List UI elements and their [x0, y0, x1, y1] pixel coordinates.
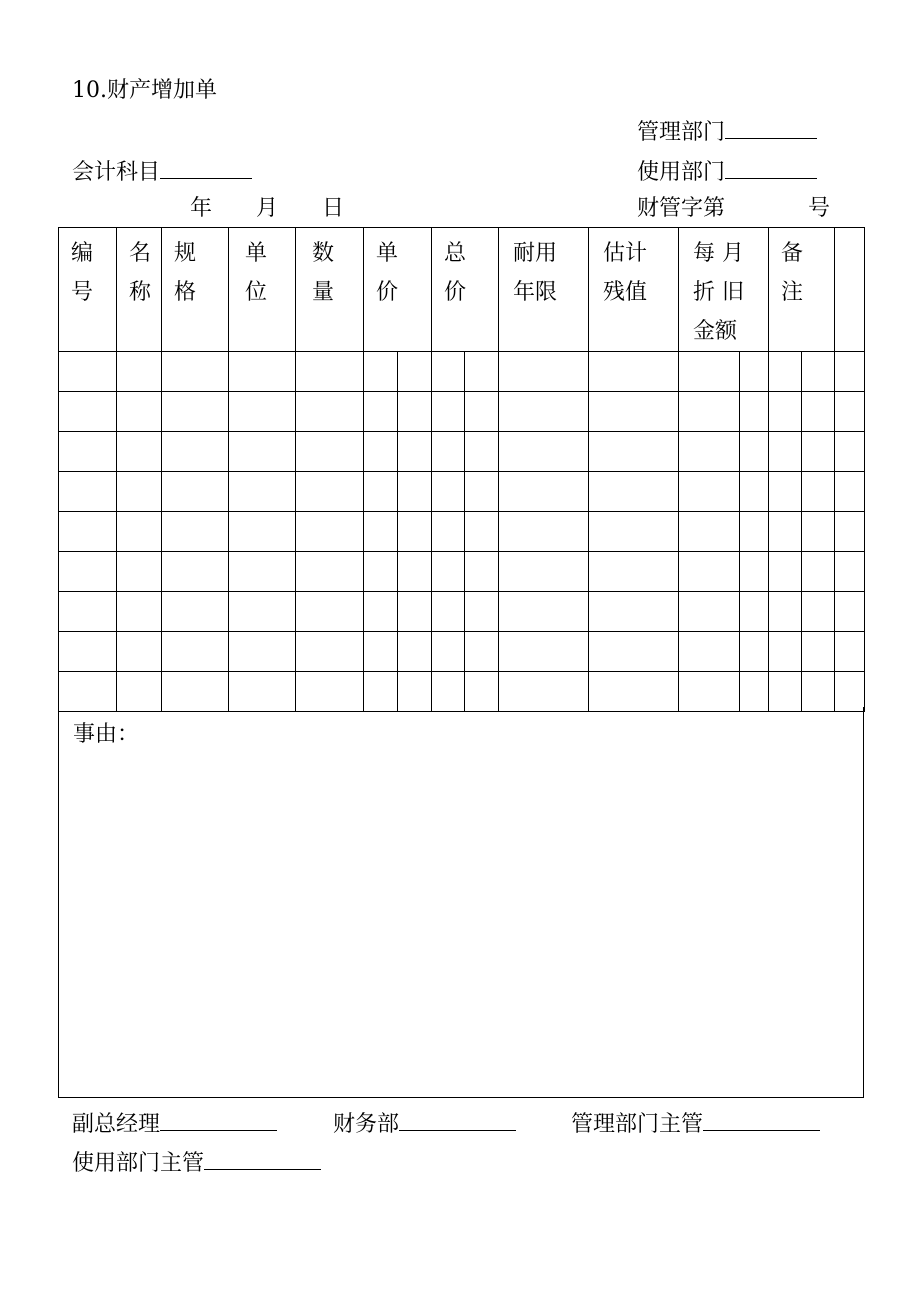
table-cell[interactable] — [769, 512, 802, 552]
table-cell[interactable] — [117, 392, 162, 432]
table-cell[interactable] — [117, 672, 162, 712]
table-cell[interactable] — [364, 432, 398, 472]
management-dept-blank[interactable] — [725, 116, 817, 139]
table-cell[interactable] — [59, 552, 117, 592]
form-title: 10.财产增加单 — [72, 78, 217, 103]
table-cell[interactable] — [769, 352, 802, 392]
table-cell[interactable] — [398, 392, 432, 432]
table-cell[interactable] — [59, 672, 117, 712]
table-cell[interactable] — [398, 352, 432, 392]
table-cell[interactable] — [679, 512, 740, 552]
table-row — [59, 672, 865, 712]
table-cell[interactable] — [229, 392, 296, 432]
col-header-unit: 单 位 — [229, 228, 296, 352]
table-cell[interactable] — [296, 472, 364, 512]
table-cell[interactable] — [802, 352, 835, 392]
table-cell[interactable] — [117, 352, 162, 392]
table-cell[interactable] — [162, 672, 229, 712]
table-cell[interactable] — [432, 552, 465, 592]
col-header-unit-price: 单 价 — [364, 228, 432, 352]
table-cell[interactable] — [117, 632, 162, 672]
table-cell[interactable] — [589, 472, 679, 512]
col-header-id: 编 号 — [59, 228, 117, 352]
table-cell[interactable] — [769, 392, 802, 432]
table-cell[interactable] — [296, 512, 364, 552]
table-cell[interactable] — [364, 632, 398, 672]
col-header-spec: 规 格 — [162, 228, 229, 352]
table-cell[interactable] — [465, 392, 499, 432]
table-cell[interactable] — [364, 472, 398, 512]
table-cell[interactable] — [296, 352, 364, 392]
table-cell[interactable] — [59, 472, 117, 512]
table-cell[interactable] — [398, 512, 432, 552]
table-cell[interactable] — [398, 552, 432, 592]
table-row — [59, 632, 865, 672]
table-row — [59, 392, 865, 432]
col-header-remarks: 备 注 — [769, 228, 835, 352]
table-cell[interactable] — [499, 392, 589, 432]
table-cell[interactable] — [679, 472, 740, 512]
mgmt-dept-head-blank[interactable] — [703, 1108, 820, 1131]
finance-label: 财务部 — [333, 1112, 400, 1137]
table-row — [59, 432, 865, 472]
table-cell[interactable] — [465, 432, 499, 472]
table-cell[interactable] — [432, 672, 465, 712]
table-cell[interactable] — [432, 392, 465, 432]
table-cell[interactable] — [499, 632, 589, 672]
table-cell[interactable] — [740, 432, 769, 472]
using-dept-blank[interactable] — [725, 156, 817, 179]
col-header-monthly-depreciation: 每 月 折 旧 金额 — [679, 228, 769, 352]
doc-number-prefix: 财管字第 — [637, 196, 726, 221]
table-cell[interactable] — [364, 672, 398, 712]
table-cell[interactable] — [835, 472, 865, 512]
using-dept-label: 使用部门 — [637, 160, 726, 185]
table-cell[interactable] — [59, 592, 117, 632]
table-cell[interactable] — [499, 432, 589, 472]
table-cell[interactable] — [499, 352, 589, 392]
table-cell[interactable] — [802, 552, 835, 592]
reason-box[interactable] — [58, 707, 864, 1098]
accounting-subject-blank[interactable] — [160, 156, 252, 179]
asset-table — [58, 227, 865, 712]
table-cell[interactable] — [432, 512, 465, 552]
table-cell[interactable] — [398, 632, 432, 672]
table-cell[interactable] — [740, 632, 769, 672]
table-cell[interactable] — [162, 552, 229, 592]
table-cell[interactable] — [432, 352, 465, 392]
table-cell[interactable] — [229, 592, 296, 632]
table-cell[interactable] — [296, 632, 364, 672]
table-cell[interactable] — [229, 552, 296, 592]
table-cell[interactable] — [364, 352, 398, 392]
table-cell[interactable] — [589, 392, 679, 432]
table-row — [59, 512, 865, 552]
table-cell[interactable] — [740, 352, 769, 392]
table-cell[interactable] — [432, 472, 465, 512]
table-cell[interactable] — [802, 512, 835, 552]
table-cell[interactable] — [465, 672, 499, 712]
table-cell[interactable] — [59, 352, 117, 392]
table-cell[interactable] — [499, 472, 589, 512]
table-cell[interactable] — [589, 672, 679, 712]
table-cell[interactable] — [835, 352, 865, 392]
table-cell[interactable] — [679, 352, 740, 392]
table-row — [59, 552, 865, 592]
table-cell[interactable] — [364, 592, 398, 632]
deputy-gm-blank[interactable] — [160, 1108, 277, 1131]
table-cell[interactable] — [740, 672, 769, 712]
table-cell[interactable] — [465, 512, 499, 552]
management-dept-field — [637, 116, 817, 146]
table-cell[interactable] — [769, 552, 802, 592]
deputy-gm-signature — [72, 1108, 277, 1138]
col-header-quantity: 数 量 — [296, 228, 364, 352]
table-cell[interactable] — [589, 432, 679, 472]
table-cell[interactable] — [835, 552, 865, 592]
table-cell[interactable] — [398, 592, 432, 632]
table-cell[interactable] — [499, 512, 589, 552]
table-cell[interactable] — [679, 392, 740, 432]
using-dept-head-signature — [72, 1147, 321, 1177]
date-month: 月 — [256, 196, 279, 221]
table-cell[interactable] — [465, 552, 499, 592]
table-cell[interactable] — [835, 592, 865, 632]
table-cell[interactable] — [296, 672, 364, 712]
table-cell[interactable] — [740, 392, 769, 432]
table-cell[interactable] — [229, 512, 296, 552]
table-cell[interactable] — [589, 512, 679, 552]
table-cell[interactable] — [499, 552, 589, 592]
table-cell[interactable] — [769, 472, 802, 512]
table-cell[interactable] — [589, 632, 679, 672]
table-cell[interactable] — [117, 592, 162, 632]
table-cell[interactable] — [432, 632, 465, 672]
col-header-useful-life: 耐用 年限 — [499, 228, 589, 352]
table-cell[interactable] — [296, 392, 364, 432]
table-cell[interactable] — [769, 672, 802, 712]
table-cell[interactable] — [769, 632, 802, 672]
table-cell[interactable] — [162, 392, 229, 432]
table-cell[interactable] — [769, 592, 802, 632]
table-cell[interactable] — [162, 472, 229, 512]
mgmt-dept-head-signature — [571, 1108, 820, 1138]
table-cell[interactable] — [835, 512, 865, 552]
table-cell[interactable] — [802, 592, 835, 632]
table-cell[interactable] — [835, 672, 865, 712]
table-cell[interactable] — [398, 432, 432, 472]
table-cell[interactable] — [117, 512, 162, 552]
table-cell[interactable] — [117, 432, 162, 472]
table-row — [59, 592, 865, 632]
management-dept-label: 管理部门 — [637, 120, 726, 145]
table-cell[interactable] — [465, 632, 499, 672]
date-day: 日 — [322, 196, 345, 221]
using-dept-field — [637, 156, 817, 186]
table-cell[interactable] — [296, 592, 364, 632]
table-cell[interactable] — [432, 432, 465, 472]
table-cell[interactable] — [364, 552, 398, 592]
table-cell[interactable] — [499, 592, 589, 632]
table-cell[interactable] — [162, 592, 229, 632]
using-dept-head-label: 使用部门主管 — [72, 1151, 205, 1176]
table-cell[interactable] — [162, 632, 229, 672]
table-cell[interactable] — [589, 592, 679, 632]
table-cell[interactable] — [229, 432, 296, 472]
accounting-subject-label: 会计科目 — [72, 160, 161, 185]
table-cell[interactable] — [229, 352, 296, 392]
table-cell[interactable] — [59, 392, 117, 432]
table-header-row — [59, 228, 865, 352]
table-cell[interactable] — [162, 432, 229, 472]
table-cell[interactable] — [589, 352, 679, 392]
table-cell[interactable] — [296, 432, 364, 472]
col-header-name: 名 称 — [117, 228, 162, 352]
table-cell[interactable] — [679, 672, 740, 712]
table-cell[interactable] — [802, 432, 835, 472]
table-row — [59, 472, 865, 512]
col-header-residual-value: 估计 残值 — [589, 228, 679, 352]
table-cell[interactable] — [229, 632, 296, 672]
table-cell[interactable] — [398, 672, 432, 712]
finance-blank[interactable] — [399, 1108, 516, 1131]
table-cell[interactable] — [802, 672, 835, 712]
table-cell[interactable] — [802, 392, 835, 432]
table-cell[interactable] — [117, 472, 162, 512]
table-cell[interactable] — [740, 472, 769, 512]
doc-number-suffix: 号 — [808, 196, 831, 221]
mgmt-dept-head-label: 管理部门主管 — [571, 1112, 704, 1137]
table-cell[interactable] — [229, 672, 296, 712]
table-cell[interactable] — [835, 632, 865, 672]
using-dept-head-blank[interactable] — [204, 1147, 321, 1170]
table-cell[interactable] — [364, 512, 398, 552]
table-cell[interactable] — [589, 552, 679, 592]
table-cell[interactable] — [59, 632, 117, 672]
table-cell[interactable] — [296, 552, 364, 592]
col-header-extra — [835, 228, 865, 352]
table-cell[interactable] — [499, 672, 589, 712]
table-cell[interactable] — [679, 632, 740, 672]
table-cell[interactable] — [162, 512, 229, 552]
table-cell[interactable] — [740, 512, 769, 552]
table-cell[interactable] — [432, 592, 465, 632]
table-cell[interactable] — [835, 392, 865, 432]
accounting-subject-field — [72, 156, 252, 186]
finance-signature — [333, 1108, 516, 1138]
table-cell[interactable] — [229, 472, 296, 512]
table-cell[interactable] — [465, 592, 499, 632]
table-cell[interactable] — [398, 472, 432, 512]
table-cell[interactable] — [59, 512, 117, 552]
table-cell[interactable] — [162, 352, 229, 392]
table-cell[interactable] — [465, 352, 499, 392]
table-cell[interactable] — [679, 592, 740, 632]
table-cell[interactable] — [465, 472, 499, 512]
table-cell[interactable] — [59, 432, 117, 472]
table-cell[interactable] — [679, 432, 740, 472]
date-year: 年 — [190, 196, 213, 221]
table-cell[interactable] — [835, 432, 865, 472]
table-cell[interactable] — [769, 432, 802, 472]
reason-label: 事由： — [73, 722, 140, 747]
table-cell[interactable] — [117, 552, 162, 592]
table-cell[interactable] — [364, 392, 398, 432]
table-row — [59, 352, 865, 392]
table-cell[interactable] — [802, 632, 835, 672]
table-cell[interactable] — [679, 552, 740, 592]
table-cell[interactable] — [740, 552, 769, 592]
col-header-total-price: 总 价 — [432, 228, 499, 352]
table-cell[interactable] — [740, 592, 769, 632]
table-cell[interactable] — [802, 472, 835, 512]
deputy-gm-label: 副总经理 — [72, 1112, 161, 1137]
